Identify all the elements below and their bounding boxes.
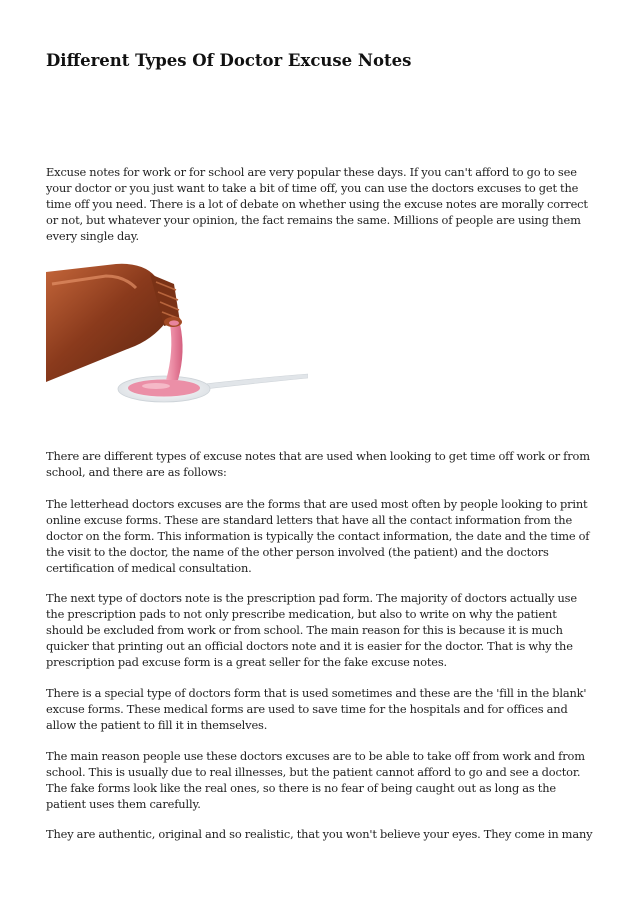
paragraph-letterhead: The letterhead doctors excuses are the forms that are used most often by people looking to print online excuse forms. These are standard letters that have all the contact information from the doctor on the form. This information is typically the contact information, the date and the time of the visit to the doctor, the name of the other person involved (the patient) and the doctors certification of medical consultation. (46, 497, 590, 575)
page-title: Different Types Of Doctor Excuse Notes (46, 51, 412, 70)
paragraph-authentic: They are authentic, original and so realistic, that you won't believe your eyes. They come in many (46, 827, 593, 841)
paragraph-types-intro: There are different types of excuse notes that are used when looking to get time off work or from school, and there are as follows: (46, 449, 590, 479)
paragraph-intro: Excuse notes for work or for school are very popular these days. If you can't afford to go to see your doctor or you just want to take a bit of time off, you can use the doctors excuses to get the time off you need. There is a lot of debate on whether using the excuse notes are morally correct or not, but whatever your opinion, the fact remains the same. Millions of people are using them every single day. (46, 165, 588, 243)
paragraph-prescription-pad: The next type of doctors note is the prescription pad form. The majority of doctors actually use the prescription pads to not only prescribe medication, but also to write on why the patient should be excluded from work or from school. The main reason for this is because it is much quicker that printing out an official doctors note and it is easier for the doctor. That is why the prescription pad excuse form is a great seller for the fake excuse notes. (46, 591, 577, 669)
medicine-bottle-illustration (46, 262, 308, 412)
paragraph-fill-in-blank: There is a special type of doctors form that is used sometimes and these are the 'fill in the blank' excuse forms. These medical forms are used to save time for the hospitals and for offices and allow the patient to fill it in themselves. (46, 686, 587, 732)
paragraph-main-reason: The main reason people use these doctors excuses are to be able to take off from work and from school. This is usually due to real illnesses, but the patient cannot afford to go and see a doctor. The fake forms look like the real ones, so there is no fear of being caught out as long as the patient uses them carefully. (46, 749, 585, 811)
